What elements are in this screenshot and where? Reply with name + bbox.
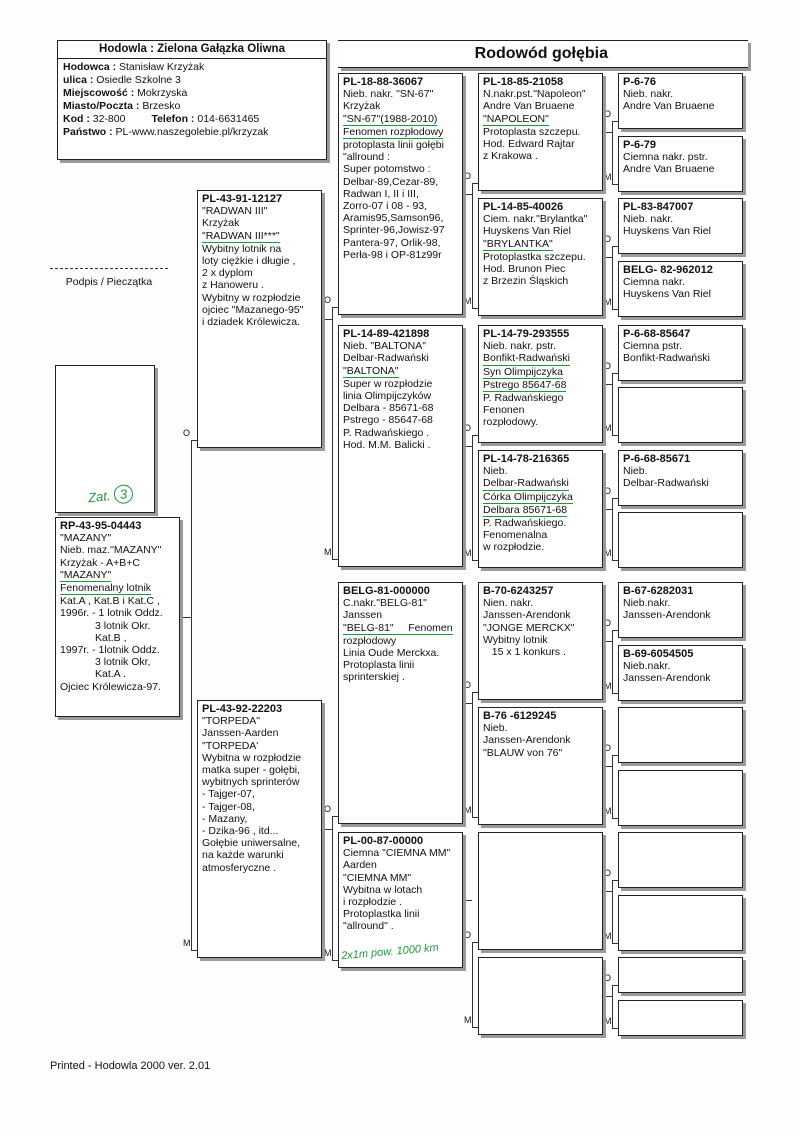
- bird-description-line: Wybitny lotnik na: [202, 242, 282, 255]
- pedigree-box-ffm: [478, 198, 603, 316]
- connector-line: [612, 880, 613, 943]
- bird-description-line: "allround" .: [343, 920, 394, 933]
- bird-description-line: P. Radwańskiego .: [343, 426, 430, 439]
- bird-description-line: Nieb.nakr.: [623, 597, 671, 610]
- connector-line: [191, 440, 192, 950]
- connector-label-m: M: [604, 297, 612, 307]
- bird-description-line: Fenonen: [483, 404, 525, 417]
- bird-description-line: Aramis95,Samson96,: [343, 212, 444, 225]
- bird-description-line: - Mazany,: [202, 812, 248, 825]
- connector-label-m: M: [464, 296, 472, 306]
- bird-description-line: Bonfikt-Radwański: [623, 352, 710, 365]
- connector-line: [612, 373, 613, 435]
- connector-label-o: O: [324, 804, 332, 814]
- bird-description-line: protoplasta linii gołębi: [343, 139, 444, 152]
- bird-description-line: Delbar-Radwański: [623, 477, 709, 490]
- bird-description-line: Hod. Brunon Piec: [483, 263, 566, 276]
- connector-line: [603, 384, 612, 385]
- bird-description-line: Janssen-Arendonk: [483, 734, 571, 747]
- pedigree-box-ff: [338, 73, 463, 315]
- bird-description-line: na każde warunki: [202, 849, 284, 862]
- bird-description-line: Nieb. maz."MAZANY": [60, 544, 162, 557]
- pedigree-box-mmf: [478, 832, 603, 950]
- bird-description-line: Janssen-Arendonk: [623, 672, 711, 685]
- bird-description-line: Delbar-Radwański: [343, 352, 429, 365]
- bird-description-line: Janssen: [343, 609, 383, 622]
- owner-row-value: PL-www.naszegolebie.pl/krzyzak: [115, 126, 269, 138]
- owner-row-label: ulica :: [63, 74, 94, 86]
- bird-description-line: Wybitny lotnik: [483, 633, 548, 646]
- pedigree-box-fmff: [618, 325, 743, 381]
- pedigree-box-subject: [55, 517, 180, 717]
- handwritten-note-2: 2x1m pow. 1000 km: [340, 941, 440, 963]
- bird-description-line: Perła-98 i OP-81z99r: [343, 248, 442, 261]
- connector-line: [463, 446, 472, 447]
- bird-description-line: Nieb.: [483, 722, 508, 735]
- pedigree-box-mf: [338, 582, 463, 824]
- bird-description-line: 1997r. - 1lotnik Oddz.: [60, 644, 160, 657]
- connector-line: [322, 319, 332, 320]
- pedigree-box-fmfm: [618, 387, 743, 443]
- owner-row-value: 32-800: [92, 113, 126, 125]
- bird-description-line: C.nakr."BELG-81": [343, 597, 427, 610]
- pedigree-box-ffmm: [618, 261, 743, 317]
- owner-title: Hodowla : Zielona Gałązka Oliwna: [58, 41, 326, 59]
- bird-description-line: Huyskens Van Riel: [483, 225, 571, 238]
- pedigree-box-mfmf: [618, 707, 743, 763]
- connector-line: [603, 257, 612, 258]
- ring-number: P-6-76: [623, 76, 657, 88]
- bird-description-line: "NAPOLEON": [483, 112, 549, 125]
- owner-row: [63, 61, 321, 74]
- bird-description-line: Wybitny w rozpłodzie: [202, 291, 301, 304]
- pedigree-box-mother: [197, 700, 322, 958]
- bird-description-line: - Dzika-96 , itd...: [202, 825, 279, 838]
- bird-description-line: Hod. Edward Rajtar: [483, 138, 575, 151]
- ring-number: P-6-68-85671: [623, 453, 691, 465]
- bird-description-line: "JONGE MERCKX": [483, 621, 575, 634]
- pedigree-box-mff: [478, 582, 603, 700]
- connector-label-m: M: [604, 548, 612, 558]
- bird-description-line: Janssen-Arendonk: [483, 609, 571, 622]
- bird-description-line: Nieb. "BALTONA": [343, 340, 426, 353]
- bird-description-line: "RADWAN III": [202, 205, 268, 218]
- connector-line: [332, 307, 333, 559]
- footer-text: Printed - Hodowla 2000 ver. 2.01: [50, 1060, 211, 1072]
- ring-number: PL-14-78-216365: [483, 453, 570, 465]
- owner-row-value: Osiedle Szkolne 3: [96, 74, 181, 86]
- ring-number: PL-14-79-293555: [483, 328, 570, 340]
- bird-description-line: rozpłodowy: [343, 634, 397, 647]
- connector-label-o: O: [464, 680, 472, 690]
- handwritten-note-1-text: Zat.: [87, 488, 112, 506]
- ring-number: P-6-79: [623, 139, 657, 151]
- bird-description-line: Fenomenalna: [483, 529, 548, 542]
- ring-number: BELG-81-000000: [343, 585, 430, 597]
- bird-description-line: Ciemna nakr. pstr.: [623, 151, 708, 164]
- signature-line: [50, 268, 168, 269]
- connector-line: [612, 630, 613, 693]
- connector-label-o: O: [604, 234, 612, 244]
- pedigree-box-ffmf: [618, 198, 743, 254]
- pedigree-box-mmm: [478, 957, 603, 1035]
- ring-number: PL-14-85-40026: [483, 201, 564, 213]
- bird-description-line: Ciemna "CIEMNA MM": [343, 847, 451, 860]
- connector-label-m: M: [324, 948, 332, 958]
- connector-line: [472, 183, 473, 308]
- signature-label: Podpis / Pieczątka: [65, 276, 153, 288]
- connector-line: [472, 435, 473, 560]
- connector-label-m: M: [183, 938, 191, 948]
- bird-description-line: "BRYLANTKA": [483, 237, 553, 250]
- bird-description-line: Huyskens Van Riel: [623, 288, 711, 301]
- connector-label-o: O: [604, 868, 612, 878]
- bird-description-line: Janssen-Aarden: [202, 727, 279, 740]
- bird-description-line: 3 lotnik Okr,: [60, 656, 151, 669]
- connector-line: [603, 132, 612, 133]
- connector-line: [472, 692, 473, 817]
- connector-label-o: O: [464, 930, 472, 940]
- connector-label-o: O: [604, 743, 612, 753]
- bird-description-line: loty ciężkie i długie ,: [202, 255, 296, 268]
- bird-description-line: Nieb. nakr. pstr.: [483, 340, 556, 353]
- pedigree-box-mffm: [618, 645, 743, 701]
- connector-label-m: M: [604, 931, 612, 941]
- bird-description-line: Andre Van Bruaene: [483, 100, 575, 113]
- owner-row-value: Mokrzyska: [137, 87, 188, 99]
- bird-description-line: rozpłodowy.: [483, 416, 539, 429]
- bird-description-line: Sprinter-96,Jowisz-97: [343, 224, 445, 237]
- bird-description-line: Ciemna nakr.: [623, 276, 685, 289]
- bird-description-line: P. Radwańskiego: [483, 392, 564, 405]
- bird-description-line: Zorro-07 i 08 - 93,: [343, 200, 428, 213]
- connector-label-o: O: [464, 423, 472, 433]
- bird-description-line: ojciec "Mazanego-95": [202, 303, 304, 316]
- owner-row: [63, 113, 321, 126]
- connector-label-m: M: [464, 805, 472, 815]
- ring-number: PL-83-847007: [623, 201, 694, 213]
- connector-label-o: O: [604, 618, 612, 628]
- bird-description-line: Wybitna w rozpłodzie: [202, 751, 302, 764]
- bird-description-line: Fenomen rozpłodowy: [343, 125, 444, 138]
- owner-row: [63, 74, 321, 87]
- connector-label-o: O: [604, 486, 612, 496]
- owner-row-value: Brzesko: [142, 100, 181, 112]
- bird-description-line: "allround :: [343, 151, 390, 164]
- connector-label-o: O: [604, 109, 612, 119]
- bird-description-line: "BELG-81" Fenomen: [343, 621, 453, 634]
- pedigree-box-mmff: [618, 832, 743, 888]
- bird-description-line: "BLAUW von 76": [483, 746, 563, 759]
- owner-row-label: Miejscowość :: [63, 87, 135, 99]
- handwritten-note-1-number: 3: [113, 484, 134, 505]
- bird-description-line: Wybitna w lotach: [343, 883, 423, 896]
- owner-row: [63, 100, 321, 113]
- owner-row-label: Telefon :: [151, 113, 195, 125]
- connector-label-m: M: [604, 681, 612, 691]
- bird-description-line: Super w rozpłodzie: [343, 377, 433, 390]
- bird-description-line: Nien. nakr.: [483, 597, 534, 610]
- bird-description-line: z Krakowa .: [483, 150, 538, 163]
- connector-line: [463, 194, 472, 195]
- bird-description-line: Super potomstwo :: [343, 163, 431, 176]
- connector-label-m: M: [464, 1015, 472, 1025]
- connector-label-m: M: [324, 547, 332, 557]
- connector-line: [180, 617, 191, 618]
- bird-description-line: Andre Van Bruaene: [623, 163, 715, 176]
- bird-description-line: Nieb.: [623, 465, 648, 478]
- pedigree-box-ffff: [618, 73, 743, 129]
- pedigree-box-mmmf: [618, 957, 743, 993]
- bird-description-line: N.nakr.pst."Napoleon": [483, 88, 586, 101]
- owner-row-label: Państwo :: [63, 126, 113, 138]
- bird-description-line: Nieb. nakr. "SN-67": [343, 88, 434, 101]
- owner-info-box: [57, 40, 327, 160]
- bird-description-line: Kat.B ,: [60, 631, 127, 644]
- bird-description-line: Radwan I, II i III,: [343, 187, 419, 200]
- pedigree-box-mfmm: [618, 770, 743, 826]
- bird-description-line: atmosferyczne .: [202, 861, 277, 874]
- connector-line: [603, 891, 612, 892]
- ring-number: RP-43-95-04443: [60, 520, 142, 532]
- bird-description-line: Nieb. nakr.: [623, 213, 674, 226]
- ring-number: B-70-6243257: [483, 585, 554, 597]
- pedigree-box-mmfm: [618, 895, 743, 951]
- connector-line: [603, 766, 612, 767]
- bird-description-line: Nieb.: [483, 465, 508, 478]
- bird-description-line: Aarden: [343, 859, 377, 872]
- bird-description-line: i dziadek Królewicza.: [202, 316, 301, 329]
- bird-description-line: Protoplasta linii: [343, 659, 415, 672]
- pedigree-box-fmmm: [618, 512, 743, 568]
- bird-description-line: Krzyżak: [343, 100, 381, 113]
- owner-row-value: Stanisław Krzyżak: [119, 61, 205, 73]
- connector-label-m: M: [604, 423, 612, 433]
- bird-description-line: 2 x dyplom: [202, 267, 253, 280]
- pedigree-box-fmf: [478, 325, 603, 443]
- owner-row: [63, 126, 321, 139]
- bird-description-line: z Brzezin Śląskich: [483, 275, 569, 288]
- ring-number: PL-14-89-421898: [343, 328, 430, 340]
- owner-row-value: 014-6631465: [197, 113, 260, 125]
- pedigree-box-fm: [338, 325, 463, 567]
- bird-description-line: Córka Olimpijczyka: [483, 490, 573, 503]
- connector-line: [612, 498, 613, 560]
- pedigree-box-fmmf: [618, 450, 743, 506]
- connector-line: [612, 121, 613, 184]
- connector-line: [612, 246, 613, 309]
- connector-line: [463, 900, 472, 901]
- bird-description-line: P. Radwańskiego.: [483, 517, 567, 530]
- owner-row: [63, 87, 321, 100]
- bird-description-line: 15 x 1 konkurs .: [483, 646, 566, 659]
- connector-line: [603, 996, 612, 997]
- connector-line: [322, 829, 332, 830]
- connector-line: [472, 942, 473, 1027]
- bird-description-line: z Hanoweru .: [202, 279, 264, 292]
- bird-description-line: Bonfikt-Radwański: [483, 352, 570, 365]
- ring-number: PL-00-87-00000: [343, 835, 424, 847]
- owner-row-label: Hodowca :: [63, 61, 117, 73]
- owner-rows: [58, 59, 326, 141]
- pedigree-box-mfm: [478, 707, 603, 825]
- bird-description-line: Hod. M.M. Balicki .: [343, 438, 431, 451]
- bird-description-line: "SN-67"(1988-2010): [343, 112, 438, 125]
- connector-label-m: M: [604, 806, 612, 816]
- bird-description-line: linia Olimpijczyków: [343, 390, 432, 403]
- bird-description-line: Kat.A , Kat.B i Kat.C ,: [60, 595, 160, 608]
- bird-description-line: Ojciec Królewicza-97.: [60, 680, 161, 693]
- connector-label-m: M: [464, 548, 472, 558]
- connector-label-o: O: [183, 428, 191, 438]
- bird-description-line: "TORPEDA': [202, 739, 259, 752]
- bird-description-line: Syn Olimpijczyka: [483, 365, 563, 378]
- connector-label-o: O: [324, 295, 332, 305]
- bird-description-line: Krzyżak: [202, 217, 240, 230]
- bird-description-line: 1996r. - 1 lotnik Oddz.: [60, 607, 163, 620]
- pedigree-box-mmmm: [618, 1000, 743, 1036]
- bird-description-line: Janssen-Arendonk: [623, 609, 711, 622]
- bird-description-line: "TORPEDA": [202, 715, 261, 728]
- bird-description-line: Gołębie uniwersalne,: [202, 837, 301, 850]
- pedigree-box-mfff: [618, 582, 743, 638]
- connector-line: [332, 816, 333, 960]
- bird-description-line: - Tajger-08,: [202, 800, 255, 813]
- pedigree-box-fff: [478, 73, 603, 191]
- connector-line: [603, 509, 612, 510]
- bird-description-line: Pantera-97, Orlik-98,: [343, 236, 441, 249]
- bird-description-line: - Tajger-07,: [202, 788, 255, 801]
- bird-description-line: i rozpłodzie .: [343, 896, 402, 909]
- connector-line: [612, 755, 613, 818]
- bird-description-line: wybitnych sprinterów: [202, 776, 300, 789]
- connector-line: [463, 703, 472, 704]
- bird-description-line: Fenomenalny lotnik: [60, 582, 152, 595]
- ring-number: PL-43-91-12127: [202, 193, 283, 205]
- bird-description-line: Protoplastka szczepu.: [483, 250, 586, 263]
- bird-description-line: Pstrego - 85647-68: [343, 414, 433, 427]
- bird-description-line: Nieb. nakr.: [623, 88, 674, 101]
- bird-description-line: "BALTONA": [343, 364, 399, 377]
- bird-description-line: Ciemna pstr.: [623, 340, 682, 353]
- owner-row-label: Kod :: [63, 113, 90, 125]
- bird-description-line: 3 lotnik Okr.: [60, 619, 151, 632]
- pedigree-title: Rodowód gołębia: [338, 40, 748, 68]
- bird-description-line: Krzyżak - A+B+C: [60, 556, 140, 569]
- bird-description-line: sprinterskiej .: [343, 671, 405, 684]
- bird-description-line: Linia Oude Merckxa.: [343, 647, 440, 660]
- ring-number: PL-18-85-21058: [483, 76, 564, 88]
- ring-number: B-69-6054505: [623, 648, 694, 660]
- ring-number: PL-43-92-22203: [202, 703, 283, 715]
- connector-line: [603, 641, 612, 642]
- bird-description-line: "RADWAN III***": [202, 229, 280, 242]
- bird-description-line: Delbara - 85671-68: [343, 402, 434, 415]
- connector-label-o: O: [604, 361, 612, 371]
- bird-description-line: matka super - gołębi,: [202, 764, 301, 777]
- owner-row-label: Miasto/Poczta :: [63, 100, 140, 112]
- bird-description-line: w rozpłodzie.: [483, 541, 545, 554]
- bird-description-line: Delbar-89,Cezar-89,: [343, 175, 439, 188]
- bird-description-line: Nieb.nakr.: [623, 660, 671, 673]
- bird-description-line: "MAZANY": [60, 532, 112, 545]
- pedigree-box-father: [197, 190, 322, 448]
- bird-description-line: "CIEMNA MM": [343, 871, 412, 884]
- bird-description-line: Delbar-Radwański: [483, 477, 569, 490]
- bird-description-line: Huyskens Van Riel: [623, 225, 711, 238]
- bird-description-line: Ciem. nakr."Brylantka": [483, 213, 588, 226]
- bird-description-line: Andre Van Bruaene: [623, 100, 715, 113]
- connector-label-m: M: [604, 172, 612, 182]
- bird-description-line: Protoplasta szczepu.: [483, 125, 581, 138]
- pedigree-box-fmm: [478, 450, 603, 568]
- bird-description-line: Kat.A .: [60, 668, 126, 681]
- connector-line: [612, 985, 613, 1028]
- connector-label-m: M: [604, 1016, 612, 1026]
- ring-number: B-76 -6129245: [483, 710, 557, 722]
- ring-number: P-6-68-85647: [623, 328, 691, 340]
- bird-description-line: Delbara 85671-68: [483, 503, 568, 516]
- bird-description-line: Protoplastka linii: [343, 908, 420, 921]
- connector-label-o: O: [604, 973, 612, 983]
- connector-label-o: O: [464, 171, 472, 181]
- pedigree-box-fffm: [618, 136, 743, 192]
- bird-description-line: Pstrego 85647-68: [483, 378, 567, 391]
- bird-description-line: "MAZANY": [60, 568, 112, 581]
- ring-number: PL-18-88-36067: [343, 76, 424, 88]
- ring-number: BELG- 82-962012: [623, 264, 713, 276]
- ring-number: B-67-6282031: [623, 585, 694, 597]
